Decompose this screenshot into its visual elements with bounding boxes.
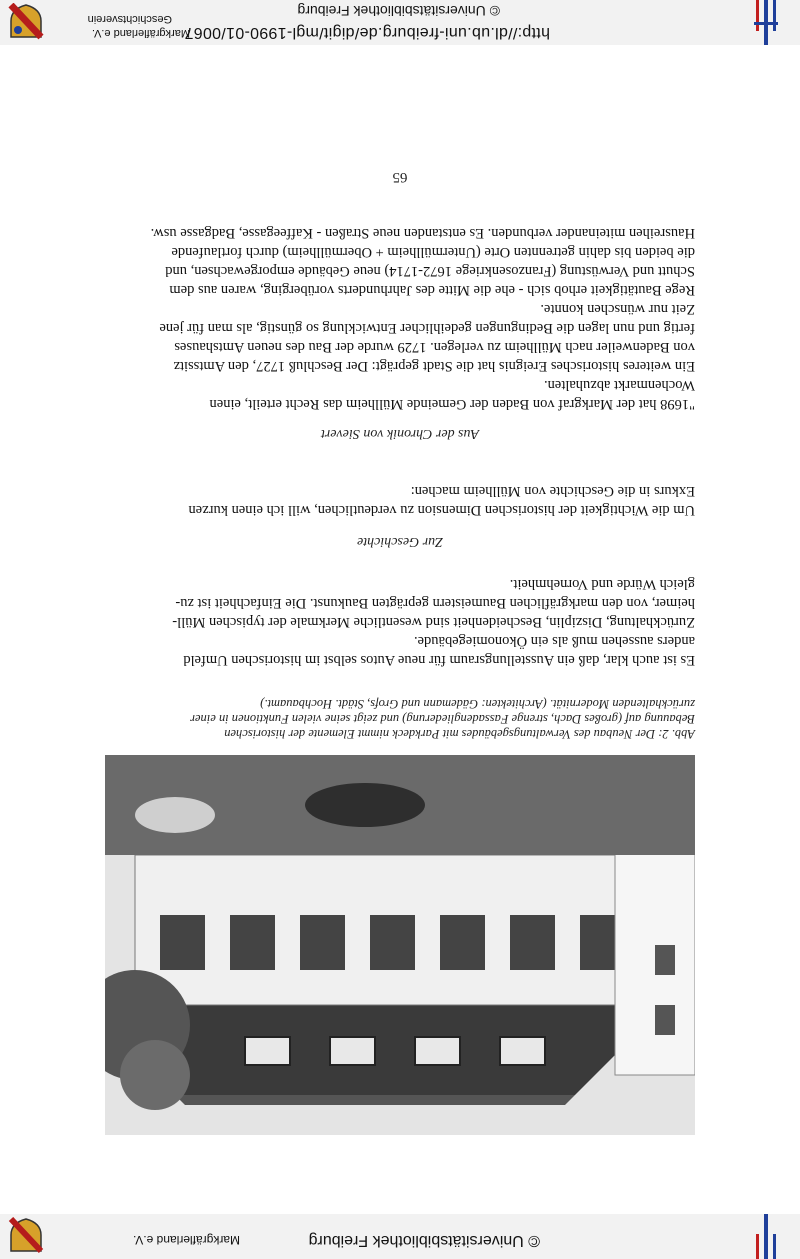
paragraph-2 — [105, 481, 695, 519]
figure-caption — [105, 696, 695, 741]
text-line: Schutt und Verwüstung (Franzosenkriege 1672-1714) neue Gebäude emporgewachsen, und — [165, 263, 695, 279]
document-url[interactable]: http://dl.ub.uni-freiburg.de/digit/mgl-1990-01/0067 — [184, 24, 550, 41]
text-line: Hausreihen miteinander verbunden. Es entstanden neue Straßen - Kaffeegasse, Badgasse usw. — [150, 225, 695, 241]
header-org-line2: Geschichtsverein — [87, 13, 172, 25]
header-copyright: © Universitätsbibliothek Freiburg — [297, 3, 500, 19]
footer-copyright: © Universitätsbibliothek Freiburg — [308, 1232, 540, 1249]
caption-line: zurückhaltenden Modernität. (Architekten: Gädemann und Grofs, Städt. Hochbauamt.) — [260, 697, 695, 711]
text-line: Ein weiteres historisches Ereignis hat die Stadt geprägt: Der Beschluß 1727, den Amtssitz — [173, 358, 695, 374]
text-line: Wochenmarkt abzuhalten. — [543, 377, 695, 393]
text-line: Zurückhaltung, Disziplin, Bescheidenheit sind wesentliche Merkmale der typischen Müll- — [172, 614, 695, 630]
footer-org-label: Markgräflerland e.V. — [133, 1233, 240, 1247]
text-line: anders aussehen muß als ein Ökonomiegebäude. — [413, 633, 695, 649]
text-line: Zeit nur wünschen konnte. — [540, 301, 695, 317]
text-line: die beiden bis dahin getrennten Orte (Untermüllheim + Obermüllheim) durch fortlaufende — [171, 244, 695, 260]
text-line: Rege Bautätigkeit erhob sich - ehe die Mitte des Jahrhunderts vorüberging, waren aus dem — [169, 282, 695, 298]
coat-of-arms-icon — [7, 1217, 45, 1255]
paragraph-3 — [105, 223, 695, 413]
section-heading: Aus der Chronik von Sievert — [320, 426, 480, 441]
ub-logo-icon — [752, 1214, 780, 1259]
text-line: Exkurs in die Geschichte von Müllheim machen: — [410, 483, 695, 499]
paragraph-1 — [105, 574, 695, 669]
section-heading: Zur Geschichte — [357, 534, 443, 549]
page-number: 65 — [392, 169, 408, 185]
coat-of-arms-icon — [7, 3, 45, 41]
header-org-line1: Markgräflerland e.V. — [91, 27, 190, 39]
text-line: Um die Wichtigkeit der historischen Dimension zu verdeutlichen, will ich einen kurzen — [188, 502, 695, 518]
ub-logo-icon — [752, 0, 780, 45]
text-line: Es ist auch klar, daß ein Ausstellungsraum für neue Autos selbst im historischen Umfeld — [183, 652, 695, 668]
footer-bar — [0, 1214, 800, 1259]
text-line: gleich Würde und Vornehmheit. — [509, 576, 695, 592]
text-line: heimer, von den markgräflichen Baumeistern geprägten Baukunst. Die Einfachheit ist zu- — [175, 595, 695, 611]
caption-line: Abb. 2: Der Neubau des Verwaltungsgebäudes mit Parkdeck nimmt Elemente der historischen — [224, 727, 695, 741]
text-line: von Badenweiler nach Müllheim zu verlegen. 1729 wurde der Bau des neuen Amtshauses — [174, 339, 695, 355]
text-line: fertig und nun lagen die Bedingungen gedeihlicher Entwicklung so günstig, als man für jene — [159, 320, 695, 336]
building-photograph — [105, 755, 695, 1135]
caption-line: Bebauung auf (großes Dach, strenge Fassadengliederung) und zeigt seine vielen Funktionen in einer — [190, 712, 695, 726]
text-line: "1698 hat der Markgraf von Baden der Gemeinde Müllheim das Recht erteilt, einen — [209, 396, 695, 412]
header-bar — [0, 0, 800, 45]
